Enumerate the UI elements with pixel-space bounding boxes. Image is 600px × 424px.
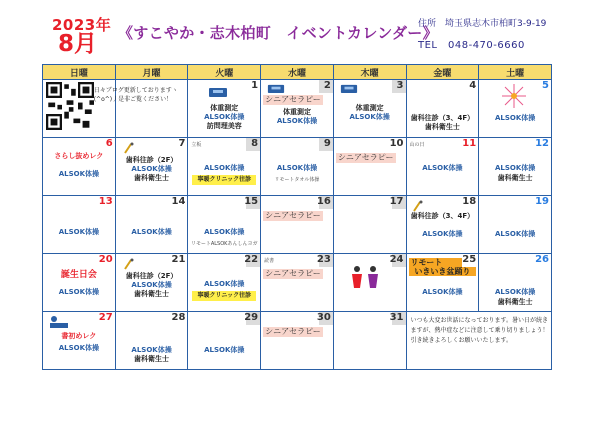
event-alsok: ALSOK体操 [58,344,99,352]
day-cell [261,138,334,196]
week-row [43,80,552,138]
day-cell [115,254,188,312]
day-number: 8 [251,138,259,149]
day-number: 14 [171,196,186,207]
week-row [43,196,552,254]
weekday-sun: 日曜 [43,65,116,80]
event-birthday: 誕生日会 [60,270,97,280]
day-number: 4 [469,80,477,91]
tooth-tool-icon [413,200,423,212]
event-alsok: ALSOK体操 [276,164,318,172]
event-alsok: ALSOK体操 [422,288,463,296]
event-dental-hyg: 歯科衛生士 [497,298,533,306]
day-cell [333,138,406,196]
fireworks-icon [501,83,527,109]
day-number: 11 [462,138,477,149]
event-senior: シニアセラピー [263,327,323,337]
address-text: 住所 埼玉県志木市柏町3-9-19 [418,19,547,29]
day-number: 1 [251,80,259,91]
week-row [43,312,552,370]
day-number: 23 [316,254,331,265]
day-number: 21 [171,254,186,265]
day-cell [479,138,552,196]
day-cell [333,80,406,138]
week-row [43,138,552,196]
day-number: 30 [316,312,331,323]
scale-icon [340,83,358,94]
event-senior: シニアセラピー [263,211,323,221]
day-number: 20 [98,254,113,265]
day-cell [188,312,261,370]
event-clinic: 寧暖クリニック往診 [192,291,256,301]
day-cell [261,196,334,254]
day-cell [333,312,406,370]
day-cell [261,80,334,138]
day-cell [188,254,261,312]
event-weigh: 体重測定 [355,104,384,112]
day-number: 5 [542,80,549,91]
day-cell [261,312,334,370]
day-cell [333,254,406,312]
day-number: 7 [178,138,186,149]
event-dental: 歯科往診（3、4F） [410,114,475,122]
tooth-tool-icon [124,142,134,154]
day-cell [333,196,406,254]
day-cell [479,254,552,312]
day-number: 2 [323,80,331,91]
day-number: 9 [323,138,331,149]
event-alsok: ALSOK体操 [58,288,99,296]
weekday-header-row [43,65,552,80]
event-dental-hyg: 歯科衛生士 [134,290,170,298]
event-weigh: 体重測定 [210,104,239,112]
day-number: 26 [535,254,549,265]
event-weigh: 体重測定 [282,108,311,116]
weekday-wed: 水曜 [261,65,334,80]
blog-notice: 日々ブログ更新しておりますヽ(^o^)丿是非ご覧ください！ [93,87,178,103]
dancers-icon [348,264,382,290]
day-cell [115,138,188,196]
event-sekkou: 読書 [264,258,275,264]
event-alsok: ALSOK体操 [131,228,172,236]
event-alsok: ALSOK体操 [494,164,536,172]
day-number: 31 [389,312,404,323]
month-label: 8月 [58,31,98,57]
event-alsok: ALSOK体操 [58,170,99,178]
event-calendar [42,64,552,370]
event-alsok: ALSOK体操 [204,113,245,121]
event-senior: シニアセラピー [263,269,323,279]
event-alsok: ALSOK体操 [131,165,172,173]
day-number: 28 [171,312,186,323]
event-senior: シニアセラピー [336,153,396,163]
day-cell [115,312,188,370]
event-alsok: ALSOK体操 [131,346,172,354]
event-alsok: ALSOK体操 [58,228,99,236]
event-alsok: ALSOK体操 [422,164,463,172]
day-number: 17 [389,196,404,207]
day-cell [43,254,116,312]
weekday-sat: 土曜 [479,65,552,80]
event-senior: シニアセラピー [263,95,323,105]
day-cell [479,196,552,254]
weekday-mon: 月曜 [115,65,188,80]
event-alsok: ALSOK体操 [204,280,245,288]
day-number: 10 [389,138,404,149]
weekday-thu: 木曜 [333,65,406,80]
event-dental: 歯科往診（3、4F） [410,212,475,220]
event-alsok: ALSOK体操 [349,113,390,121]
event-remote-anshin: リモートALSOKあんしんヨガ [191,241,258,247]
event-clinic: 寧暖クリニック往診 [192,175,256,185]
day-cell [406,254,479,312]
day-number: 27 [98,312,113,323]
event-dental-hyg: 歯科衛生士 [134,355,170,363]
qr-code-icon [46,82,94,130]
day-cell [261,254,334,312]
day-number: 18 [462,196,477,207]
day-number: 3 [396,80,404,91]
event-alsok: ALSOK体操 [204,346,245,354]
event-remote-towel: リモートタオル体操 [274,177,320,183]
event-dental-hyg: 歯科衛生士 [497,174,533,182]
event-alsok: ALSOK体操 [494,114,536,122]
day-cell [406,138,479,196]
event-remote: リモート [409,258,463,267]
day-cell [406,80,479,138]
event-dental: 歯科往診（2F） [125,272,178,280]
scale-icon [267,83,285,94]
event-alsok: ALSOK体操 [204,228,245,236]
day-cell [188,80,261,138]
event-alsok: ALSOK体操 [131,281,172,289]
day-number: 29 [244,312,259,323]
scale-icon [208,86,228,98]
weekday-tue: 火曜 [188,65,261,80]
event-dental: 歯科往診（2F） [125,156,178,164]
event-dental-hyg: 歯科衛生士 [424,123,460,131]
day-cell [479,80,552,138]
notice-cell [93,80,188,138]
day-cell [406,196,479,254]
day-number: 22 [244,254,259,265]
day-number: 16 [316,196,331,207]
tooth-tool-icon [124,258,134,270]
day-number: 15 [244,196,259,207]
day-number: 12 [535,138,549,149]
event-shodo: 書初めレク [61,332,97,340]
year-label: 2023年 [52,16,112,34]
week-row [43,254,552,312]
day-number: 19 [535,196,549,207]
day-number: 24 [389,254,404,265]
event-mountain-day: 山の日 [409,142,425,148]
event-alsok: ALSOK体操 [494,288,536,296]
day-number: 6 [105,138,113,149]
day-cell [188,138,261,196]
weekday-fri: 金曜 [406,65,479,80]
closing-message: いつも大変お世話になっております。暑い日が続きますが、熱中症などに注意して乗り切りましょう！引き続きよろしくお願いいたします。 [410,317,549,344]
event-ikiiki: いきいき盆踊り [409,267,477,276]
event-alsok: ALSOK体操 [494,230,536,238]
event-beauty: 訪問理美容 [206,122,242,130]
event-dental-hyg: 歯科衛生士 [134,174,170,182]
writing-person-icon [47,314,71,330]
calendar-title: 《すこやか・志木柏町 イベントカレンダー》 [118,24,438,42]
day-number: 25 [462,254,477,265]
day-cell [188,196,261,254]
day-cell [43,138,116,196]
phone-text: TEL 048-470-6660 [418,40,525,51]
event-tachiban: 立板 [191,142,202,148]
closing-message-cell [406,312,551,370]
day-cell [43,196,116,254]
event-alsok: ALSOK体操 [276,117,318,125]
day-number: 13 [98,196,113,207]
day-cell [43,312,116,370]
day-cell [115,196,188,254]
event-alsok: ALSOK体操 [204,164,245,172]
event-alsok: ALSOK体操 [422,230,463,238]
event-sarashi: さらし抜めレク [54,152,104,160]
calendar-header [0,0,600,62]
